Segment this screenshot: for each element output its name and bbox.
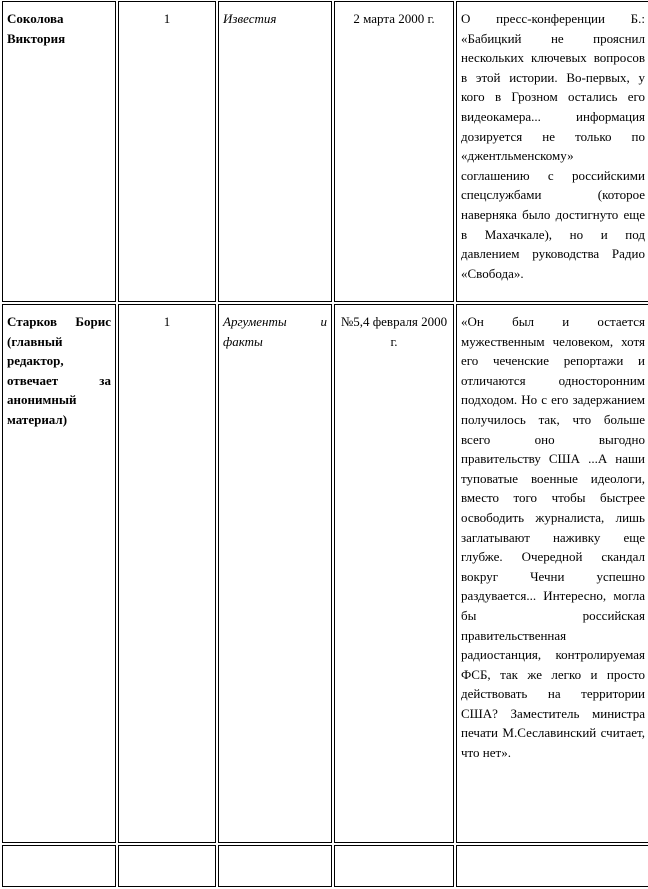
table-cell — [334, 845, 454, 887]
table-row — [2, 304, 648, 843]
quote-cell: «Он был и остается мужественным человеком, хотя его чеченские репортажи и отличаются односторонним подходом. Но с его задержанием получилось так, что больше всего оно выгодно правительству США ...А наши туповатые военные идеологи, вместо того чтобы быстрее освободить журналиста, лишь заглатывают наживку еще глубже. Очередной скандал вокруг Чечни успешно раздувается... Интересно, могла бы российская правительственная радиостанция, контролируемая ФСБ, так же легко и просто действовать на территории США? Заместитель министра печати М.Сеславинский считает, что нет». — [456, 304, 648, 843]
author-cell: Старков Борис (главный редактор, отвечает за анонимный материал) — [2, 304, 116, 843]
table-row — [2, 1, 648, 302]
date-cell: №5,4 февраля 2000 г. — [334, 304, 454, 843]
table-cell — [2, 845, 116, 887]
outlet-cell: Аргументы и факты — [218, 304, 332, 843]
table-cell — [118, 845, 216, 887]
outlet-cell: Известия — [218, 1, 332, 302]
quote-cell: О пресс-конференции Б.: «Бабицкий не прояснил нескольких ключевых вопросов в этой истории. Во-первых, у кого в Грозном остались его видеокамера... информация дозируется не только по «джентльменскому» соглашению с российскими спецслужбами (которое наверняка было достигнуто еще в Махачкале), но и под давлением руководства Радио «Свобода». — [456, 1, 648, 302]
author-cell: Соколова Виктория — [2, 1, 116, 302]
table-cell — [456, 845, 648, 887]
table-cell — [218, 845, 332, 887]
count-cell: 1 — [118, 1, 216, 302]
table-row-next-partial — [2, 845, 648, 887]
count-cell: 1 — [118, 304, 216, 843]
date-cell: 2 марта 2000 г. — [334, 1, 454, 302]
